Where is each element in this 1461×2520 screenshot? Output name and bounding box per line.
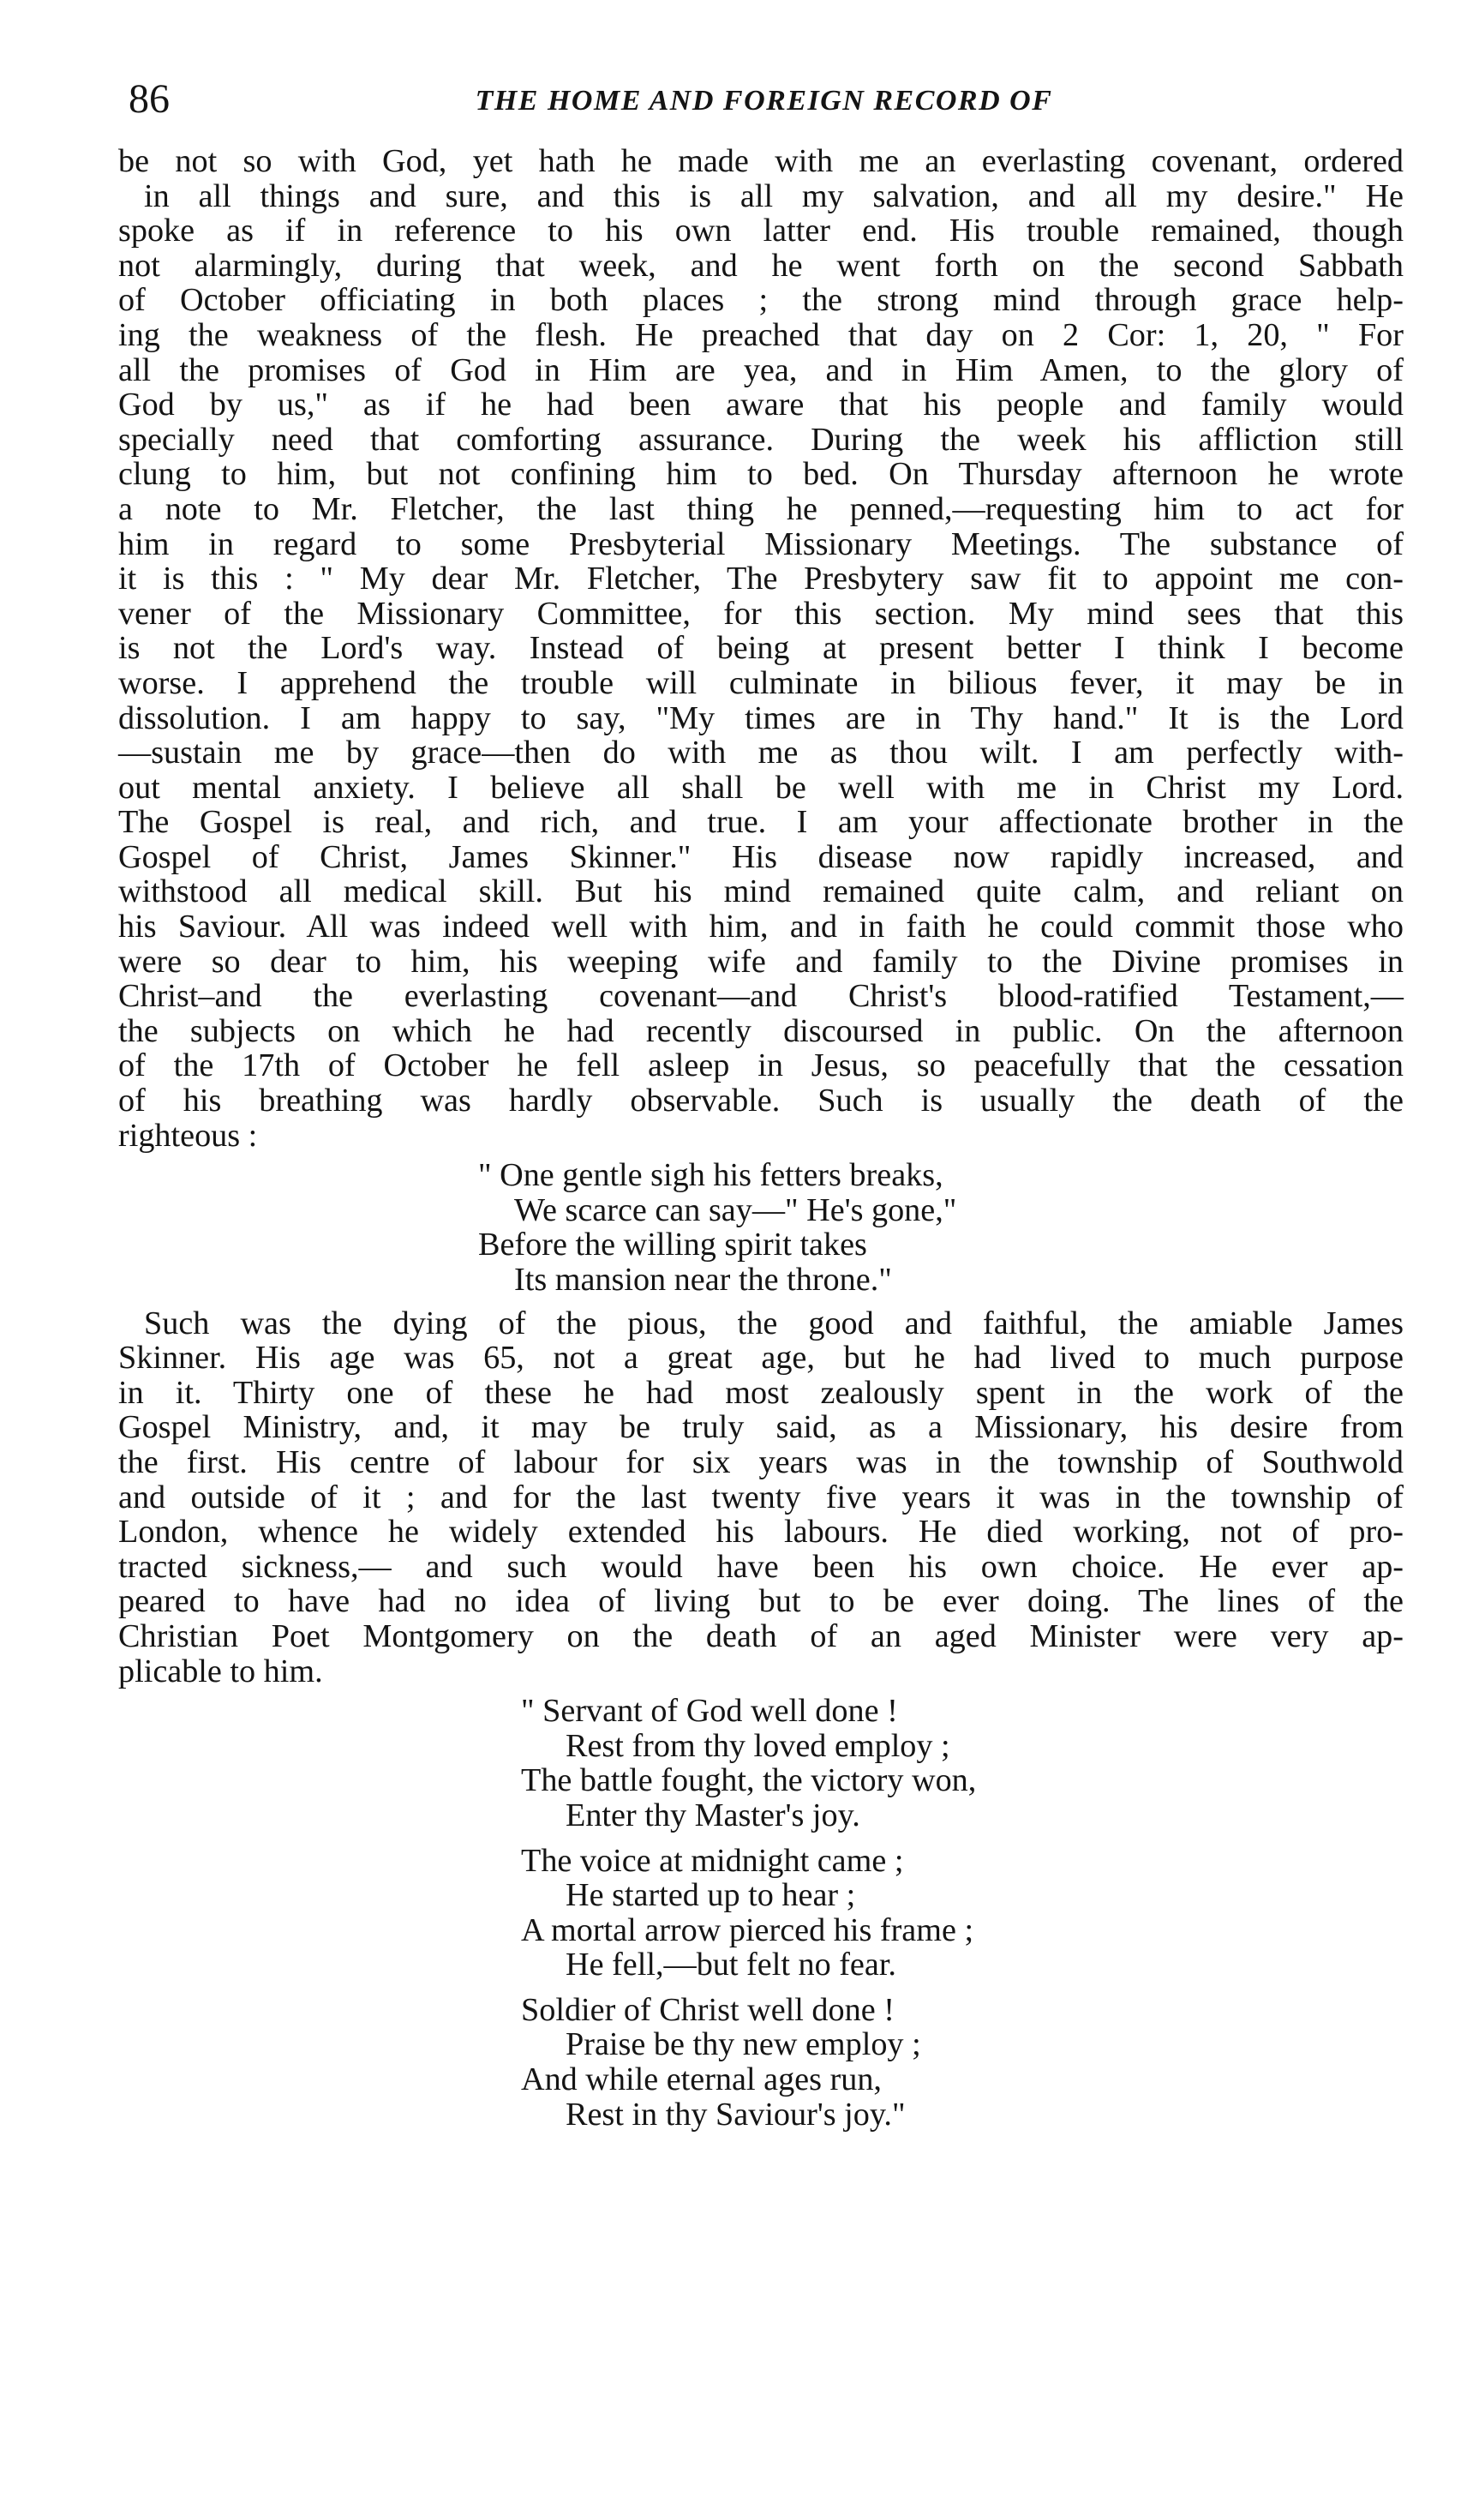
text-line: and outside of it ; and for the last twenty five years it was in the township of (118, 1479, 1404, 1515)
text-line: in all things and sure, and this is all my salvation, and all my desire." He (144, 177, 1404, 214)
page-number: 86 (129, 76, 170, 122)
verse-line: Rest in thy Saviour's joy." (566, 2096, 906, 2133)
text-line: the first. His centre of labour for six years was in the township of Southwold (118, 1443, 1404, 1480)
text-line: Gospel of Christ, James Skinner." His disease now rapidly increased, and (118, 838, 1404, 875)
verse-line: Soldier of Christ well done ! (521, 1991, 895, 2028)
text-line: of October officiating in both places ; the strong mind through grace help- (118, 282, 1404, 319)
paragraph-1 (118, 144, 1404, 1153)
text-line: spoke as if in reference to his own latter end. His trouble remained, though (118, 213, 1404, 249)
text-line: Christian Poet Montgomery on the death of an aged Minister were very ap- (118, 1617, 1404, 1654)
text-line: vener of the Missionary Committee, for this section. My mind sees that this (118, 595, 1404, 632)
text-line: Christ–and the everlasting covenant—and Christ's blood-ratified Testament,— (118, 978, 1404, 1015)
verse-stanza (118, 1694, 1404, 1833)
verse-stanza (118, 1844, 1404, 1983)
verse-line: The battle fought, the victory won, (521, 1762, 977, 1799)
text-line: all the promises of God in Him are yea, and in Him Amen, to the glory of (118, 351, 1404, 388)
verse-line: He started up to hear ; (566, 1877, 856, 1914)
text-line: the subjects on which he had recently discoursed in public. On the afternoon (118, 1012, 1404, 1049)
text-line: The Gospel is real, and rich, and true. I am your affectionate brother in the (118, 804, 1404, 841)
verse-quote-1 (118, 1158, 1404, 1297)
text-line: —sustain me by grace—then do with me as thou wilt. I am perfectly with- (118, 735, 1404, 771)
text-line: a note to Mr. Fletcher, the last thing he penned,—requesting him to act for (118, 490, 1404, 527)
text-line: God by us," as if he had been aware that his people and family would (118, 387, 1404, 423)
verse-line: Rest from thy loved employ ; (566, 1727, 950, 1764)
text-line: out mental anxiety. I believe all shall be well with me in Christ my Lord. (118, 769, 1404, 806)
verse-line: " Servant of God well done ! (521, 1693, 898, 1730)
text-line: peared to have had no idea of living but to be ever doing. The lines of the (118, 1583, 1404, 1620)
text-line: of the 17th of October he fell asleep in Jesus, so peacefully that the cessation (118, 1047, 1404, 1084)
text-line: in it. Thirty one of these he had most zealously spent in the work of the (118, 1374, 1404, 1411)
text-line: is not the Lord's way. Instead of being at present better I think I become (118, 630, 1404, 667)
paragraph-2 (118, 1306, 1404, 1689)
text-line: ing the weakness of the flesh. He preached that day on 2 Cor: 1, 20, " For (118, 316, 1404, 353)
text-line: were so dear to him, his weeping wife and family to the Divine promises in (118, 943, 1404, 980)
text-line: tracted sickness,— and such would have been his own choice. He ever ap- (118, 1548, 1404, 1585)
verse-line: " One gentle sigh his fetters breaks, (478, 1157, 943, 1194)
verse-line: The voice at midnight came ; (521, 1842, 904, 1879)
text-line: righteous : (118, 1117, 258, 1154)
text-line: Skinner. His age was 65, not a great age, but he had lived to much purpose (118, 1340, 1404, 1377)
text-line: worse. I apprehend the trouble will culminate in bilious fever, it may be in (118, 664, 1404, 701)
text-line: of his breathing was hardly observable. Such is usually the death of the (118, 1083, 1404, 1119)
text-line: specially need that comforting assurance. During the week his affliction still (118, 421, 1404, 458)
verse-stanza (118, 1993, 1404, 2132)
text-line: London, whence he widely extended his labours. He died working, not of pro- (118, 1514, 1404, 1551)
body-text (118, 144, 1404, 2140)
text-line: withstood all medical skill. But his mind remained quite calm, and reliant on (118, 873, 1404, 910)
verse-line: Enter thy Master's joy. (566, 1797, 860, 1833)
verse-line: We scarce can say—" He's gone," (514, 1191, 957, 1228)
text-line: Gospel Ministry, and, it may be truly said, as a Missionary, his desire from (118, 1409, 1404, 1446)
text-line: him in regard to some Presbyterial Missionary Meetings. The substance of (118, 525, 1404, 562)
verse-line: He fell,—but felt no fear. (566, 1947, 896, 1983)
text-line: be not so with God, yet hath he made with me an everlasting covenant, ordered (118, 143, 1404, 179)
text-line: not alarmingly, during that week, and he went forth on the second Sabbath (118, 247, 1404, 284)
text-line: his Saviour. All was indeed well with him, and in faith he could commit those who (118, 909, 1404, 945)
verse-line: And while eternal ages run, (521, 2061, 882, 2098)
verse-line: Praise be thy new employ ; (566, 2026, 921, 2063)
running-head: THE HOME AND FOREIGN RECORD OF (475, 85, 1053, 117)
text-line: plicable to him. (118, 1653, 323, 1689)
text-line: Such was the dying of the pious, the good and faithful, the amiable James (144, 1305, 1404, 1341)
text-line: clung to him, but not confining him to bed. On Thursday afternoon he wrote (118, 456, 1404, 493)
verse-line: Before the willing spirit takes (478, 1227, 867, 1263)
text-line: it is this : " My dear Mr. Fletcher, The Presbytery saw fit to appoint me con- (118, 561, 1404, 597)
verse-line: A mortal arrow pierced his frame ; (521, 1911, 974, 1948)
verse-line: Its mansion near the throne." (514, 1262, 892, 1298)
page-header (118, 74, 1410, 125)
text-line: dissolution. I am happy to say, "My times are in Thy hand." It is the Lord (118, 699, 1404, 736)
verse-quote-2 (118, 1694, 1404, 2132)
